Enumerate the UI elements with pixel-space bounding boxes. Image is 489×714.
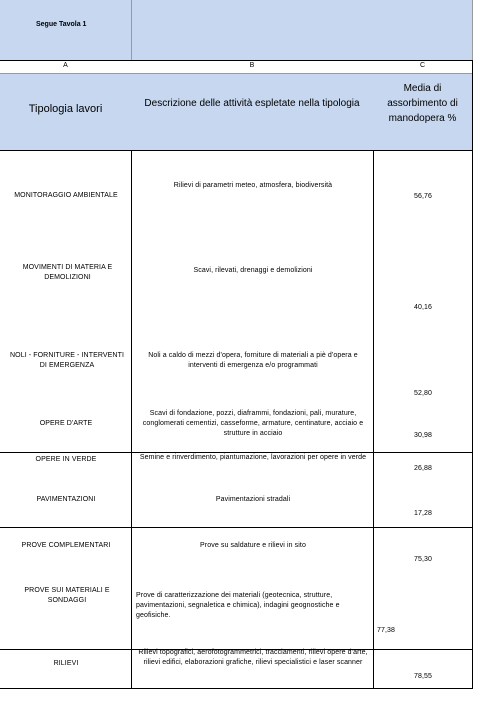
row-descrizione: Scavi, rilevati, drenaggi e demolizioni xyxy=(193,267,313,274)
row-descrizione: Scavi di fondazione, pozzi, diaframmi, fondazioni, pali, murature, conglomerati cementizi, casseforme, armature, centinature, acciaio e strutture in acciaio xyxy=(142,410,364,437)
row-media: 78,55 xyxy=(414,673,433,680)
row-tipologia: OPERE IN VERDE xyxy=(35,456,97,463)
row-tipologia: RILIEVI xyxy=(53,660,79,667)
right-edge xyxy=(472,60,473,689)
rule-title-bottom xyxy=(0,60,473,61)
row-media: 56,76 xyxy=(414,193,433,200)
header-tipologia: Tipologia lavori xyxy=(28,103,103,115)
column-letter-c: C xyxy=(419,62,426,69)
col-divider-bc xyxy=(373,150,374,689)
row-tipologia: MONITORAGGIO AMBIENTALE xyxy=(14,192,118,199)
row-descrizione: Noli a caldo di mezzi d'opera, forniture di materiali a piè d'opera e interventi di emergenza e/o programmati xyxy=(148,352,358,369)
column-letter-b: B xyxy=(249,62,255,69)
rule-header-bottom xyxy=(0,150,473,151)
rule-letters-bottom xyxy=(0,73,473,74)
row-media: 77,38 xyxy=(377,627,396,634)
header-descrizione: Descrizione delle attività espletate nella tipologia xyxy=(144,98,360,109)
col-divider-ab xyxy=(131,150,132,689)
table-title: Segue Tavola 1 xyxy=(36,21,87,28)
col-divider-ab-top xyxy=(131,0,132,60)
row-media: 52,80 xyxy=(414,390,433,397)
header-media: Media di assorbimento di manodopera % xyxy=(387,83,458,124)
row-media: 26,88 xyxy=(414,465,433,472)
row-descrizione: Rilievi di parametri meteo, atmosfera, biodiversità xyxy=(173,182,333,189)
row-media: 30,98 xyxy=(414,432,433,439)
column-letter-a: A xyxy=(63,62,68,69)
row-descrizione: Pavimentazioni stradali xyxy=(215,496,291,503)
row-media: 17,28 xyxy=(414,510,433,517)
row-tipologia: PROVE COMPLEMENTARI xyxy=(21,542,111,549)
row-tipologia: OPERE D'ARTE xyxy=(39,420,93,427)
row-descrizione: Prove su saldature e rilievi in sito xyxy=(200,542,306,549)
row-media: 75,30 xyxy=(414,556,433,563)
row-descrizione: Rilievi topografici, aerofotogrammetrici, tracciamenti, rilievi opere d'arte, rilievi edifici, elaborazioni grafiche, rilievi specialistici e laser scanner xyxy=(138,649,368,666)
row-tipologia: NOLI - FORNITURE - INTERVENTI DI EMERGENZA xyxy=(10,352,124,369)
row-descrizione: Prove di caratterizzazione dei materiali (geotecnica, strutture, pavimentazioni, segnaletica e chimica), indagini geognostiche e geofisiche. xyxy=(136,592,340,619)
row-tipologia: MOVIMENTI DI MATERIA E DEMOLIZIONI xyxy=(22,264,113,281)
rule-table-bottom xyxy=(0,688,473,689)
row-descrizione: Semine e rinverdimento, piantumazione, lavorazioni per opere in verde xyxy=(139,454,367,461)
row-tipologia: PROVE SUI MATERIALI E SONDAGGI xyxy=(24,587,110,604)
title-band xyxy=(0,0,472,60)
row-media: 40,16 xyxy=(414,304,433,311)
rule-after-pavimentazioni xyxy=(0,527,473,528)
row-tipologia: PAVIMENTAZIONI xyxy=(36,496,96,503)
